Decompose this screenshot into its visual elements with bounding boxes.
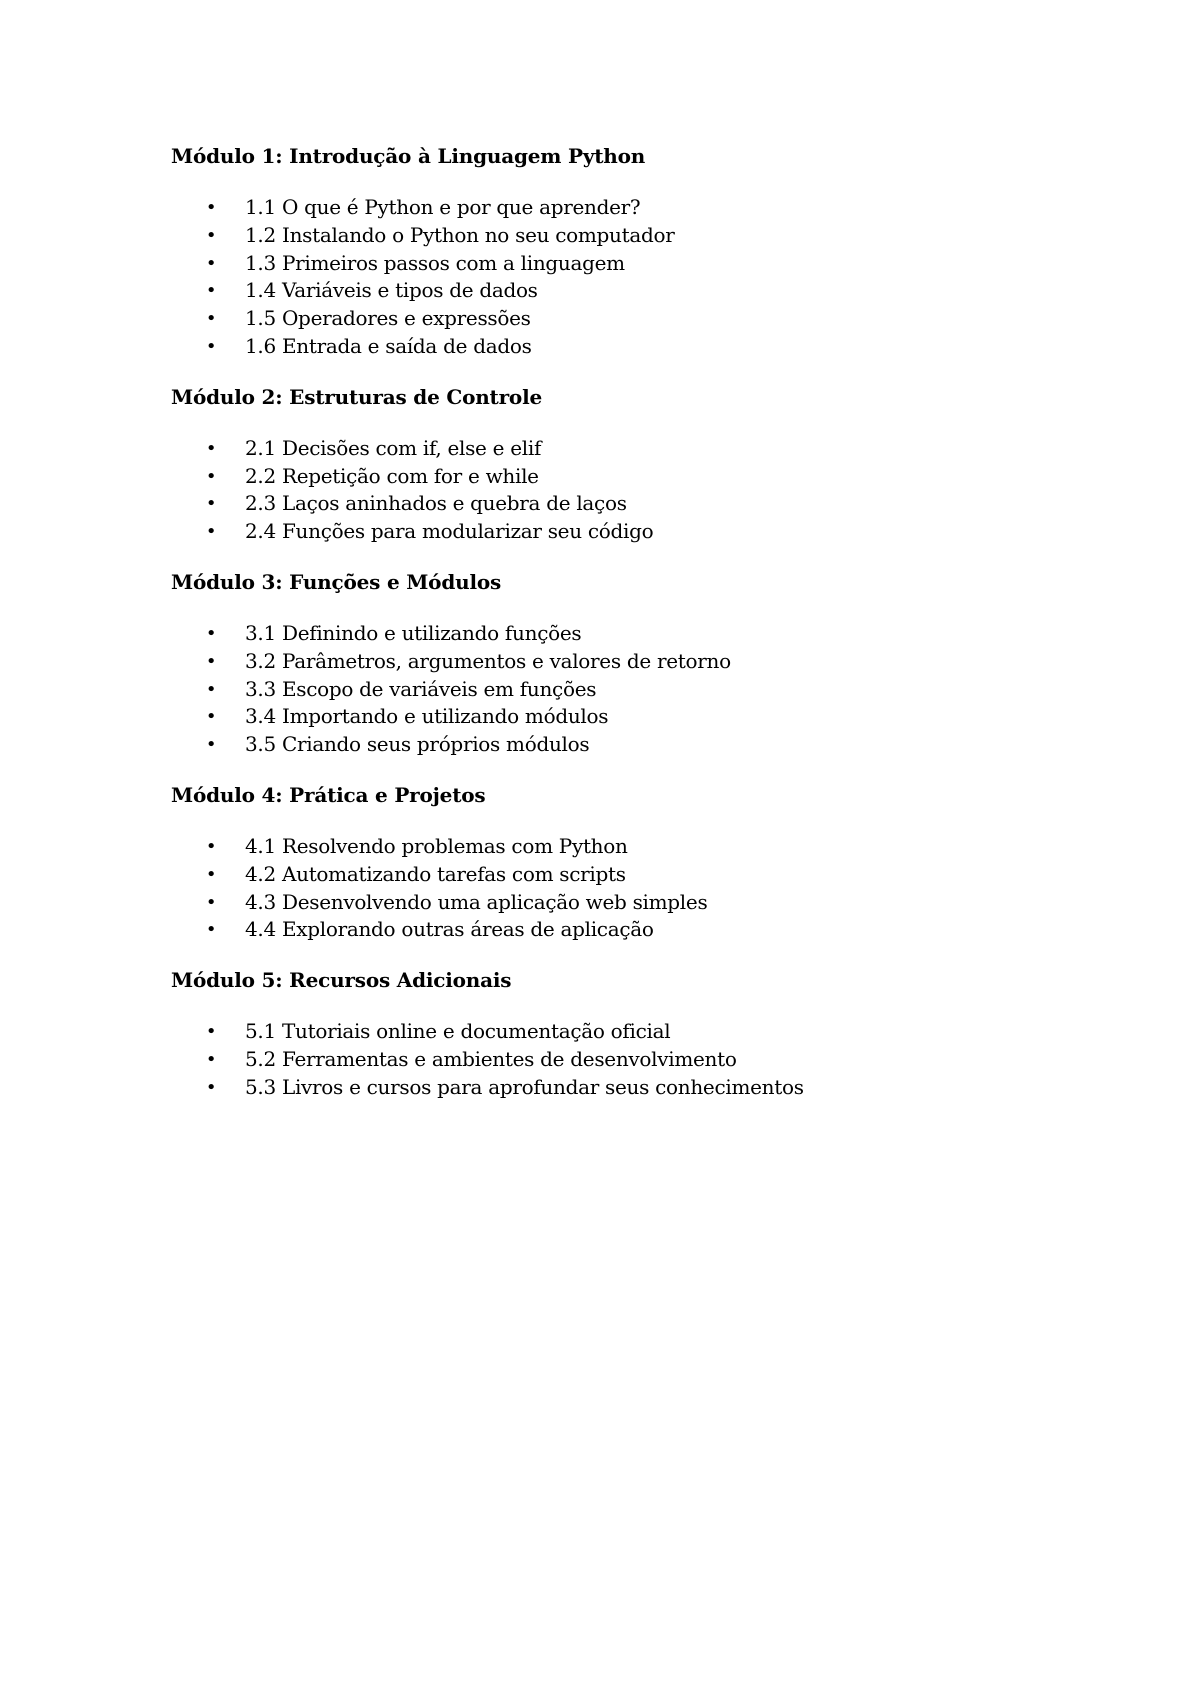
bullet-icon: • bbox=[205, 1021, 217, 1043]
topic-item bbox=[171, 889, 1071, 917]
bullet-icon: • bbox=[205, 835, 217, 857]
bullet-icon: • bbox=[205, 1048, 217, 1070]
module-section bbox=[171, 142, 1071, 361]
topic-list bbox=[171, 435, 1071, 546]
topic-label: 1.1 O que é Python e por que aprender? bbox=[245, 195, 641, 219]
topic-label: 1.3 Primeiros passos com a linguagem bbox=[245, 250, 625, 275]
bullet-icon: • bbox=[205, 891, 217, 913]
topic-item bbox=[171, 490, 1071, 518]
topic-label: 4.4 Explorando outras áreas de aplicação bbox=[245, 917, 654, 942]
bullet-icon: • bbox=[205, 678, 217, 700]
topic-item bbox=[171, 250, 1071, 278]
topic-item bbox=[171, 861, 1071, 889]
topic-label: 3.2 Parâmetros, argumentos e valores de retorno bbox=[245, 648, 731, 673]
topic-item bbox=[171, 1074, 1071, 1102]
topic-list bbox=[171, 833, 1071, 944]
topic-item bbox=[171, 648, 1071, 676]
topic-label: 1.2 Instalando o Python no seu computador bbox=[245, 222, 675, 247]
topic-label: 2.4 Funções para modularizar seu código bbox=[245, 519, 654, 544]
module-title: Módulo 2: Estruturas de Controle bbox=[171, 384, 542, 409]
module-title: Módulo 4: Prática e Projetos bbox=[171, 782, 486, 807]
bullet-icon: • bbox=[205, 437, 217, 459]
topic-list bbox=[171, 1018, 1071, 1101]
topic-item bbox=[171, 305, 1071, 333]
topic-label: 3.4 Importando e utilizando módulos bbox=[245, 704, 609, 729]
topic-list bbox=[171, 620, 1071, 759]
topic-label: 3.3 Escopo de variáveis em funções bbox=[245, 676, 597, 701]
bullet-icon: • bbox=[205, 919, 217, 941]
bullet-icon: • bbox=[205, 706, 217, 728]
bullet-icon: • bbox=[205, 650, 217, 672]
topic-label: 2.3 Laços aninhados e quebra de laços bbox=[245, 491, 627, 516]
topic-label: 2.1 Decisões com if, else e elif bbox=[245, 435, 542, 460]
module-section bbox=[171, 383, 1071, 546]
topic-label: 1.4 Variáveis e tipos de dados bbox=[245, 278, 538, 303]
topic-label: 5.2 Ferramentas e ambientes de desenvolvimento bbox=[245, 1046, 737, 1071]
topic-label: 4.2 Automatizando tarefas com scripts bbox=[245, 861, 626, 886]
topic-list bbox=[171, 194, 1071, 361]
bullet-icon: • bbox=[205, 308, 217, 330]
topic-item bbox=[171, 194, 1071, 222]
module-section bbox=[171, 568, 1071, 759]
bullet-icon: • bbox=[205, 197, 217, 218]
topic-item bbox=[171, 703, 1071, 731]
topic-label: 1.6 Entrada e saída de dados bbox=[245, 333, 532, 358]
bullet-icon: • bbox=[205, 734, 217, 756]
topic-label: 4.1 Resolvendo problemas com Python bbox=[245, 833, 628, 858]
bullet-icon: • bbox=[205, 622, 217, 644]
module-title: Módulo 5: Recursos Adicionais bbox=[171, 968, 512, 993]
bullet-icon: • bbox=[205, 863, 217, 885]
bullet-icon: • bbox=[205, 252, 217, 274]
topic-item bbox=[171, 518, 1071, 546]
bullet-icon: • bbox=[205, 224, 217, 246]
bullet-icon: • bbox=[205, 335, 217, 357]
topic-item bbox=[171, 731, 1071, 759]
topic-item bbox=[171, 916, 1071, 944]
topic-item bbox=[171, 620, 1071, 648]
topic-label: 3.1 Definindo e utilizando funções bbox=[245, 620, 582, 645]
module-title: Módulo 3: Funções e Módulos bbox=[171, 569, 502, 594]
topic-label: 4.3 Desenvolvendo uma aplicação web simples bbox=[245, 889, 708, 914]
topic-item bbox=[171, 1018, 1071, 1046]
topic-item bbox=[171, 333, 1071, 361]
topic-item bbox=[171, 277, 1071, 305]
topic-label: 2.2 Repetição com for e while bbox=[245, 463, 539, 488]
topic-item bbox=[171, 463, 1071, 491]
topic-item bbox=[171, 676, 1071, 704]
module-title: Módulo 1: Introdução à Linguagem Python bbox=[171, 144, 646, 168]
topic-label: 1.5 Operadores e expressões bbox=[245, 306, 531, 331]
topic-item bbox=[171, 833, 1071, 861]
bullet-icon: • bbox=[205, 521, 217, 543]
module-section bbox=[171, 966, 1071, 1101]
topic-label: 5.3 Livros e cursos para aprofundar seus conhecimentos bbox=[245, 1074, 804, 1099]
topic-item bbox=[171, 222, 1071, 250]
module-section bbox=[171, 781, 1071, 944]
bullet-icon: • bbox=[205, 493, 217, 515]
topic-label: 5.1 Tutoriais online e documentação oficial bbox=[245, 1019, 671, 1044]
bullet-icon: • bbox=[205, 465, 217, 487]
topic-label: 3.5 Criando seus próprios módulos bbox=[245, 732, 590, 757]
topic-item bbox=[171, 1046, 1071, 1074]
course-outline bbox=[171, 142, 1071, 1124]
bullet-icon: • bbox=[205, 280, 217, 302]
bullet-icon: • bbox=[205, 1076, 217, 1098]
topic-item bbox=[171, 435, 1071, 463]
